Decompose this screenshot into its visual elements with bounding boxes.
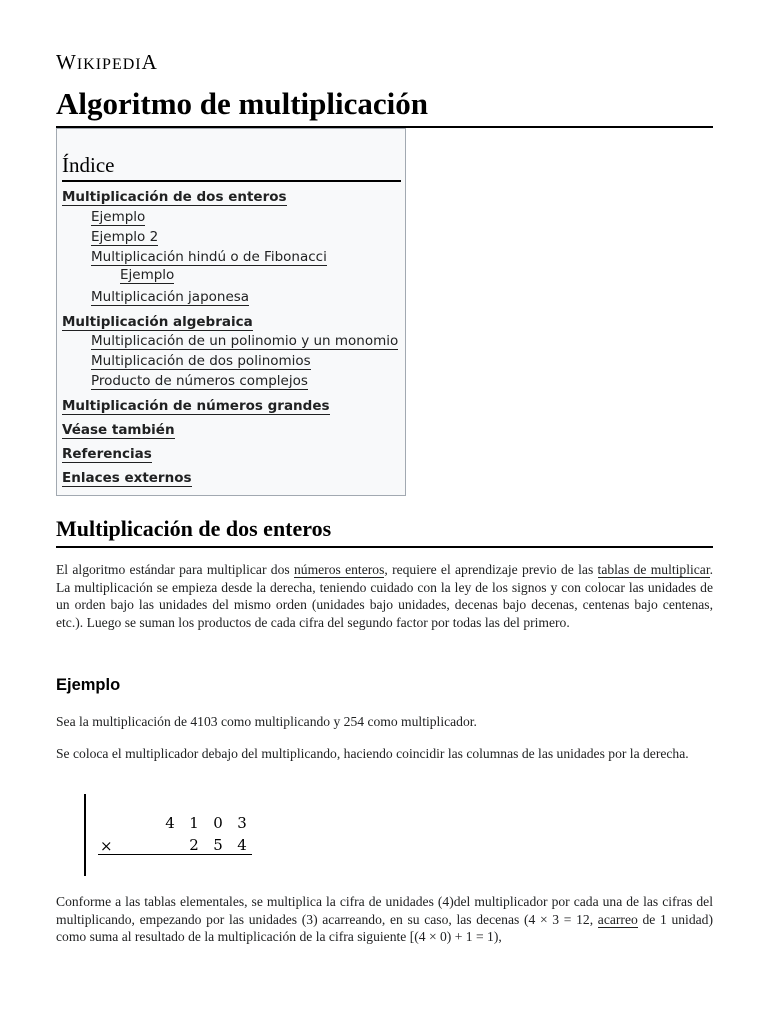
example-paragraph-3: Conforme a las tablas elementales, se multiplica la cifra de unidades (4)del multiplicador por cada una de las cifras del multiplicando, empezando por las unidades (3) acarreando, en su caso, las decenas (4 × 3 = 12, acarreo de 1 unidad) como suma al resultado de la multiplicación de la cifra siguiente [(4 × 0) + 1 = 1),: [56, 894, 713, 945]
toc-item-multiplicacion-hindu[interactable]: Multiplicación hindú o de Fibonacci: [91, 249, 327, 265]
multiplier-digit: 4: [237, 836, 247, 854]
toc-item-multiplicacion-dos-enteros[interactable]: Multiplicación de dos enteros: [62, 189, 287, 205]
toc-item-referencias[interactable]: Referencias: [62, 446, 152, 462]
logo-letter-first: W: [56, 50, 77, 74]
wikipedia-logo[interactable]: [56, 50, 158, 75]
section-heading-multiplicacion-dos-enteros: Multiplicación de dos enteros: [56, 516, 713, 548]
logo-letter-last: A: [141, 50, 158, 74]
toc-title: Índice: [62, 153, 401, 182]
multiplier-digit: 2: [189, 836, 199, 854]
example-paragraph-2: Se coloca el multiplicador debajo del multiplicando, haciendo coincidir las columnas de las unidades por la derecha.: [56, 746, 689, 761]
link-acarreo[interactable]: acarreo: [597, 911, 638, 927]
multiplicand-digit: 0: [213, 814, 223, 832]
toc-item-ejemplo-2[interactable]: Ejemplo 2: [91, 229, 159, 245]
link-numeros-enteros[interactable]: números enteros: [293, 562, 385, 577]
toc-item-multiplicacion-japonesa[interactable]: Multiplicación japonesa: [91, 289, 250, 305]
toc-item-polinomio-monomio[interactable]: Multiplicación de un polinomio y un monomio: [91, 333, 399, 349]
page-title: Algoritmo de multiplicación: [56, 84, 713, 128]
times-sign: ×: [100, 837, 113, 855]
toc-item-numeros-complejos[interactable]: Producto de números complejos: [91, 373, 308, 389]
table-of-contents: [56, 128, 406, 496]
multiplication-layout: [84, 794, 266, 876]
logo-letters-middle: IKIPEDI: [76, 56, 142, 73]
toc-item-dos-polinomios[interactable]: Multiplicación de dos polinomios: [91, 353, 311, 369]
subsection-heading-ejemplo: Ejemplo: [56, 676, 121, 694]
toc-item-enlaces-externos[interactable]: Enlaces externos: [62, 470, 192, 486]
example-paragraph-1: Sea la multiplicación de 4103 como multiplicando y 254 como multiplicador.: [56, 714, 477, 729]
multiplicand-digit: 4: [165, 814, 175, 832]
product-rule-line: [98, 854, 252, 855]
multiplier-digit: 5: [213, 836, 223, 854]
multiplicand-digit: 1: [189, 814, 199, 832]
toc-item-vease-tambien[interactable]: Véase también: [62, 422, 175, 438]
multiplicand-digit: 3: [237, 814, 247, 832]
toc-item-ejemplo[interactable]: Ejemplo: [91, 209, 146, 225]
toc-item-multiplicacion-algebraica[interactable]: Multiplicación algebraica: [62, 314, 253, 330]
link-tablas-de-multiplicar[interactable]: tablas de multiplicar: [597, 562, 710, 577]
toc-item-numeros-grandes[interactable]: Multiplicación de números grandes: [62, 398, 330, 414]
section1-paragraph: El algoritmo estándar para multiplicar dos números enteros, requiere el aprendizaje previo de las tablas de multiplicar. La multiplicación se empieza desde la derecha, teniendo cuidado con la ley de los signos y con colocar las unidades de un orden bajo las unidades del mismo orden (unidades bajo unidades, decenas bajo decenas, centenas bajo centenas, etc.). Luego se suman los productos de cada cifra del segundo factor por todas las del primero.: [56, 562, 713, 630]
toc-item-ejemplo-fibonacci[interactable]: Ejemplo: [120, 267, 175, 283]
